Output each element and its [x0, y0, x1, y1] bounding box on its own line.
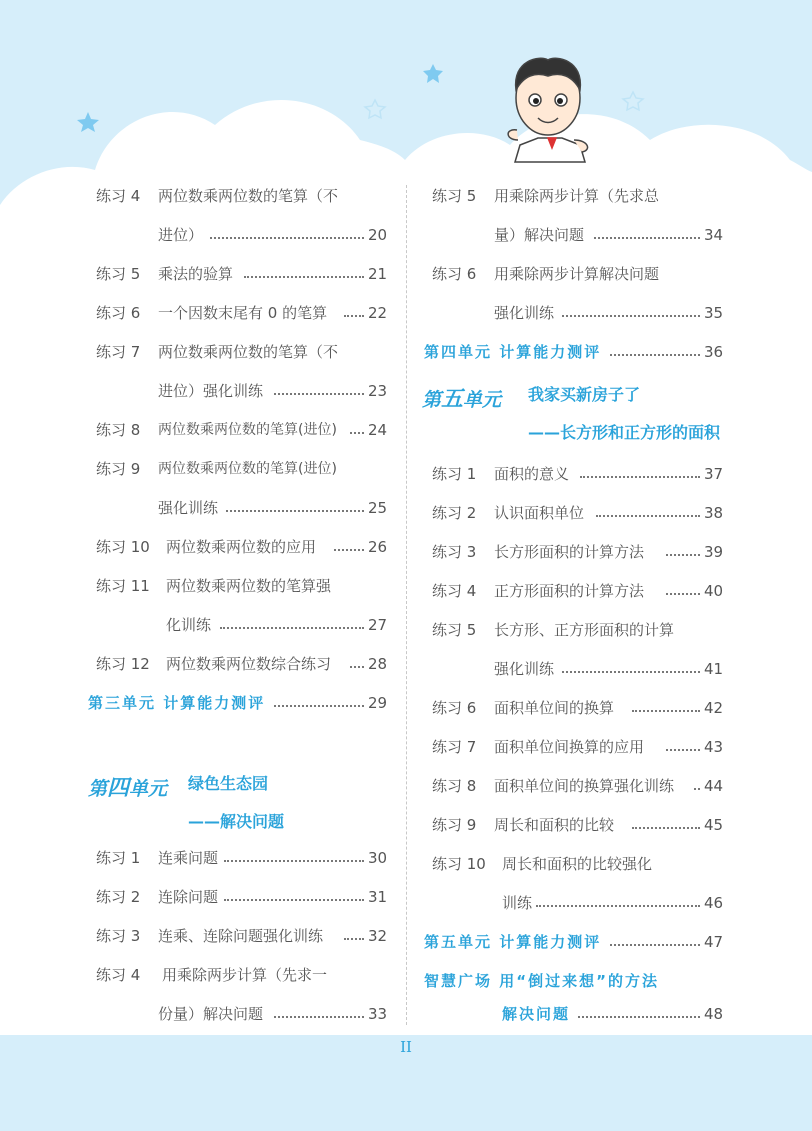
entry-label: 练习 1 [432, 465, 477, 483]
toc-entry-continuation[interactable] [432, 223, 724, 247]
entry-label: 练习 6 [432, 699, 477, 717]
toc-entry[interactable] [432, 696, 724, 720]
entry-label: 练习 2 [96, 888, 141, 906]
page-number: 27 [368, 616, 388, 634]
toc-entry[interactable] [432, 540, 724, 564]
dot-leader [536, 905, 700, 907]
toc-entry[interactable] [432, 262, 724, 286]
toc-entry[interactable] [96, 574, 386, 598]
page-number: 25 [368, 499, 388, 517]
unit5-heading [422, 382, 724, 442]
dot-leader [610, 354, 700, 356]
dot-leader [274, 393, 364, 395]
dot-leader [596, 515, 700, 517]
entry-label: 练习 8 [96, 421, 141, 439]
entry-title: 正方形面积的计算方法 [494, 582, 645, 600]
toc-entry[interactable] [432, 735, 724, 759]
page-number: 24 [368, 421, 388, 439]
entry-title: 长方形、正方形面积的计算 [494, 621, 675, 639]
toc-entry[interactable] [432, 618, 724, 642]
dot-leader [274, 1016, 364, 1018]
toc-entry[interactable] [96, 846, 386, 870]
entry-label: 练习 9 [432, 816, 477, 834]
page-number: 34 [704, 226, 724, 244]
entry-title-continuation: 份量）解决问题 [158, 1005, 264, 1023]
entry-title-continuation: 进位） [158, 226, 204, 244]
dot-leader [344, 938, 364, 940]
entry-title: 面积单位间的换算 [494, 699, 615, 717]
dot-leader [562, 671, 700, 673]
entry-label: 练习 11 [96, 577, 150, 595]
entry-label: 练习 10 [432, 855, 486, 873]
entry-label: 练习 7 [96, 343, 141, 361]
entry-title: 连乘、连除问题强化训练 [158, 927, 324, 945]
entry-title: 周长和面积的比较 [494, 816, 615, 834]
entry-title: 两位数乘两位数的应用 [166, 538, 317, 556]
entry-title-continuation: 量）解决问题 [494, 226, 585, 244]
dot-leader [224, 860, 364, 862]
page-number: 26 [368, 538, 388, 556]
toc-entry[interactable] [96, 963, 386, 987]
toc-entry[interactable] [432, 852, 724, 876]
page-number: 43 [704, 738, 724, 756]
dot-leader [244, 276, 364, 278]
entry-label: 练习 7 [432, 738, 477, 756]
unit-name: 绿色生态园 [188, 774, 269, 793]
entry-title: 面积的意义 [494, 465, 570, 483]
toc-entry-continuation[interactable] [432, 657, 724, 681]
page-number: 35 [704, 304, 724, 322]
toc-entry-continuation[interactable] [96, 379, 386, 403]
page-number: 42 [704, 699, 724, 717]
unit-subtitle: ——解决问题 [188, 812, 285, 831]
entry-label: 练习 4 [96, 966, 141, 984]
page-number: 38 [704, 504, 724, 522]
toc-entry-continuation[interactable] [96, 1002, 386, 1026]
entry-title: 两位数乘两位数综合练习 [166, 655, 332, 673]
entry-label: 练习 2 [432, 504, 477, 522]
entry-label: 练习 3 [432, 543, 477, 561]
dot-leader [226, 510, 364, 512]
entry-title: 一个因数末尾有 0 的笔算 [158, 304, 328, 322]
toc-entry[interactable] [96, 924, 386, 948]
page-number: 47 [704, 933, 724, 951]
toc-entry-continuation[interactable] [432, 301, 724, 325]
toc-entry[interactable] [96, 301, 386, 325]
dot-leader [224, 899, 364, 901]
page-number: 22 [368, 304, 388, 322]
entry-label: 练习 4 [432, 582, 477, 600]
toc-entry[interactable] [432, 462, 724, 486]
page-number: 48 [704, 1005, 724, 1023]
entry-label: 练习 4 [96, 187, 141, 205]
entry-title: 连乘问题 [158, 849, 219, 867]
page-number: 40 [704, 582, 724, 600]
unit-test-title: 第五单元 计算能力测评 [424, 933, 602, 951]
page-number: 29 [368, 694, 388, 712]
entry-title: 周长和面积的比较强化 [502, 855, 653, 873]
dot-leader [210, 237, 364, 239]
footer-page-number: II [400, 1038, 412, 1056]
toc-entry-continuation[interactable] [96, 223, 386, 247]
column-divider [406, 185, 407, 1025]
toc-entry[interactable] [96, 652, 386, 676]
dot-leader [580, 476, 700, 478]
dot-leader [610, 944, 700, 946]
unit-test-title: 第三单元 计算能力测评 [88, 694, 266, 712]
toc-entry[interactable] [96, 262, 386, 286]
unit-test-title: 第四单元 计算能力测评 [424, 343, 602, 361]
page-number: 21 [368, 265, 388, 283]
unit-name: 我家买新房子了 [528, 385, 641, 404]
page-number: 32 [368, 927, 388, 945]
dot-leader [334, 549, 364, 551]
entry-label: 练习 6 [432, 265, 477, 283]
entry-label: 练习 5 [432, 187, 477, 205]
entry-title-continuation: 训练 [502, 894, 533, 912]
page-number: 37 [704, 465, 724, 483]
entry-label: 练习 1 [96, 849, 141, 867]
entry-label: 练习 3 [96, 927, 141, 945]
entry-title-continuation: 进位）强化训练 [158, 382, 264, 400]
entry-title: 乘法的验算 [158, 265, 234, 283]
toc-entry[interactable] [432, 579, 724, 603]
page-number: 23 [368, 382, 388, 400]
dot-leader [632, 827, 700, 829]
toc-entry[interactable] [432, 184, 724, 208]
toc-entry[interactable] [432, 501, 724, 525]
entry-label: 练习 12 [96, 655, 150, 673]
page-number: 39 [704, 543, 724, 561]
unit4-heading [88, 771, 388, 831]
toc-entry[interactable] [432, 813, 724, 837]
entry-title-continuation: 强化训练 [494, 304, 555, 322]
entry-title: 两位数乘两位数的笔算（不 [158, 343, 339, 361]
unit-badge: 第五单元 [422, 387, 502, 412]
dot-leader [632, 710, 700, 712]
page-number: 33 [368, 1005, 388, 1023]
wisdom-square-entry[interactable] [424, 969, 724, 993]
entry-label: 练习 9 [96, 460, 141, 478]
toc-entry[interactable] [96, 184, 386, 208]
page-number: 28 [368, 655, 388, 673]
page-number: 31 [368, 888, 388, 906]
entry-label: 练习 5 [96, 265, 141, 283]
entry-title: 两位数乘两位数的笔算(进位) [158, 461, 337, 477]
entry-title: 两位数乘两位数的笔算(进位) [158, 422, 337, 438]
entry-title: 认识面积单位 [494, 504, 585, 522]
dot-leader [666, 554, 700, 556]
page-number: 20 [368, 226, 388, 244]
entry-title-continuation: 化训练 [166, 616, 212, 634]
page-number: 45 [704, 816, 724, 834]
dot-leader [578, 1016, 700, 1018]
entry-label: 练习 10 [96, 538, 150, 556]
entry-label: 练习 8 [432, 777, 477, 795]
unit4-test-entry[interactable] [424, 340, 724, 364]
unit5-test-entry[interactable] [424, 930, 724, 954]
toc-entry-continuation[interactable] [96, 496, 386, 520]
wisdom-title: 智慧广场 用“倒过来想”的方法 [424, 972, 659, 990]
entry-title: 面积单位间换算的应用 [494, 738, 645, 756]
wisdom-square-continuation[interactable] [424, 1002, 724, 1026]
dot-leader [666, 749, 700, 751]
entry-label: 练习 6 [96, 304, 141, 322]
entry-title: 面积单位间的换算强化训练 [494, 777, 675, 795]
unit3-test-entry[interactable] [88, 691, 386, 715]
boy-mascot-icon [508, 58, 587, 162]
unit-badge: 第四单元 [88, 776, 168, 801]
page-number: 36 [704, 343, 724, 361]
entry-title: 用乘除两步计算（先求总 [494, 187, 660, 205]
entry-label: 练习 5 [432, 621, 477, 639]
page-number: 30 [368, 849, 388, 867]
toc-entry-continuation[interactable] [96, 613, 386, 637]
dot-leader [344, 315, 364, 317]
page-number: 44 [704, 777, 724, 795]
entry-title: 用乘除两步计算解决问题 [494, 265, 660, 283]
toc-entry[interactable] [432, 774, 724, 798]
dot-leader [666, 593, 700, 595]
page-number: 46 [704, 894, 724, 912]
page-number: 41 [704, 660, 724, 678]
toc-entry[interactable] [96, 457, 386, 481]
entry-title: 两位数乘两位数的笔算（不 [158, 187, 339, 205]
entry-title: 用乘除两步计算（先求一 [162, 966, 328, 984]
dot-leader [220, 627, 364, 629]
toc-entry[interactable] [96, 535, 386, 559]
dot-leader [274, 705, 364, 707]
toc-entry[interactable] [96, 340, 386, 364]
dot-leader [594, 237, 700, 239]
toc-entry-continuation[interactable] [432, 891, 724, 915]
dot-leader [562, 315, 700, 317]
toc-entry[interactable] [96, 418, 386, 442]
entry-title: 长方形面积的计算方法 [494, 543, 645, 561]
entry-title: 连除问题 [158, 888, 219, 906]
unit-subtitle: ——长方形和正方形的面积 [528, 423, 721, 442]
entry-title-continuation: 强化训练 [494, 660, 555, 678]
entry-title-continuation: 强化训练 [158, 499, 219, 517]
dot-leader [694, 788, 700, 790]
dot-leader [350, 666, 364, 668]
dot-leader [350, 432, 364, 434]
wisdom-title-continuation: 解决问题 [502, 1005, 571, 1023]
entry-title: 两位数乘两位数的笔算强 [166, 577, 332, 595]
toc-entry[interactable] [96, 885, 386, 909]
